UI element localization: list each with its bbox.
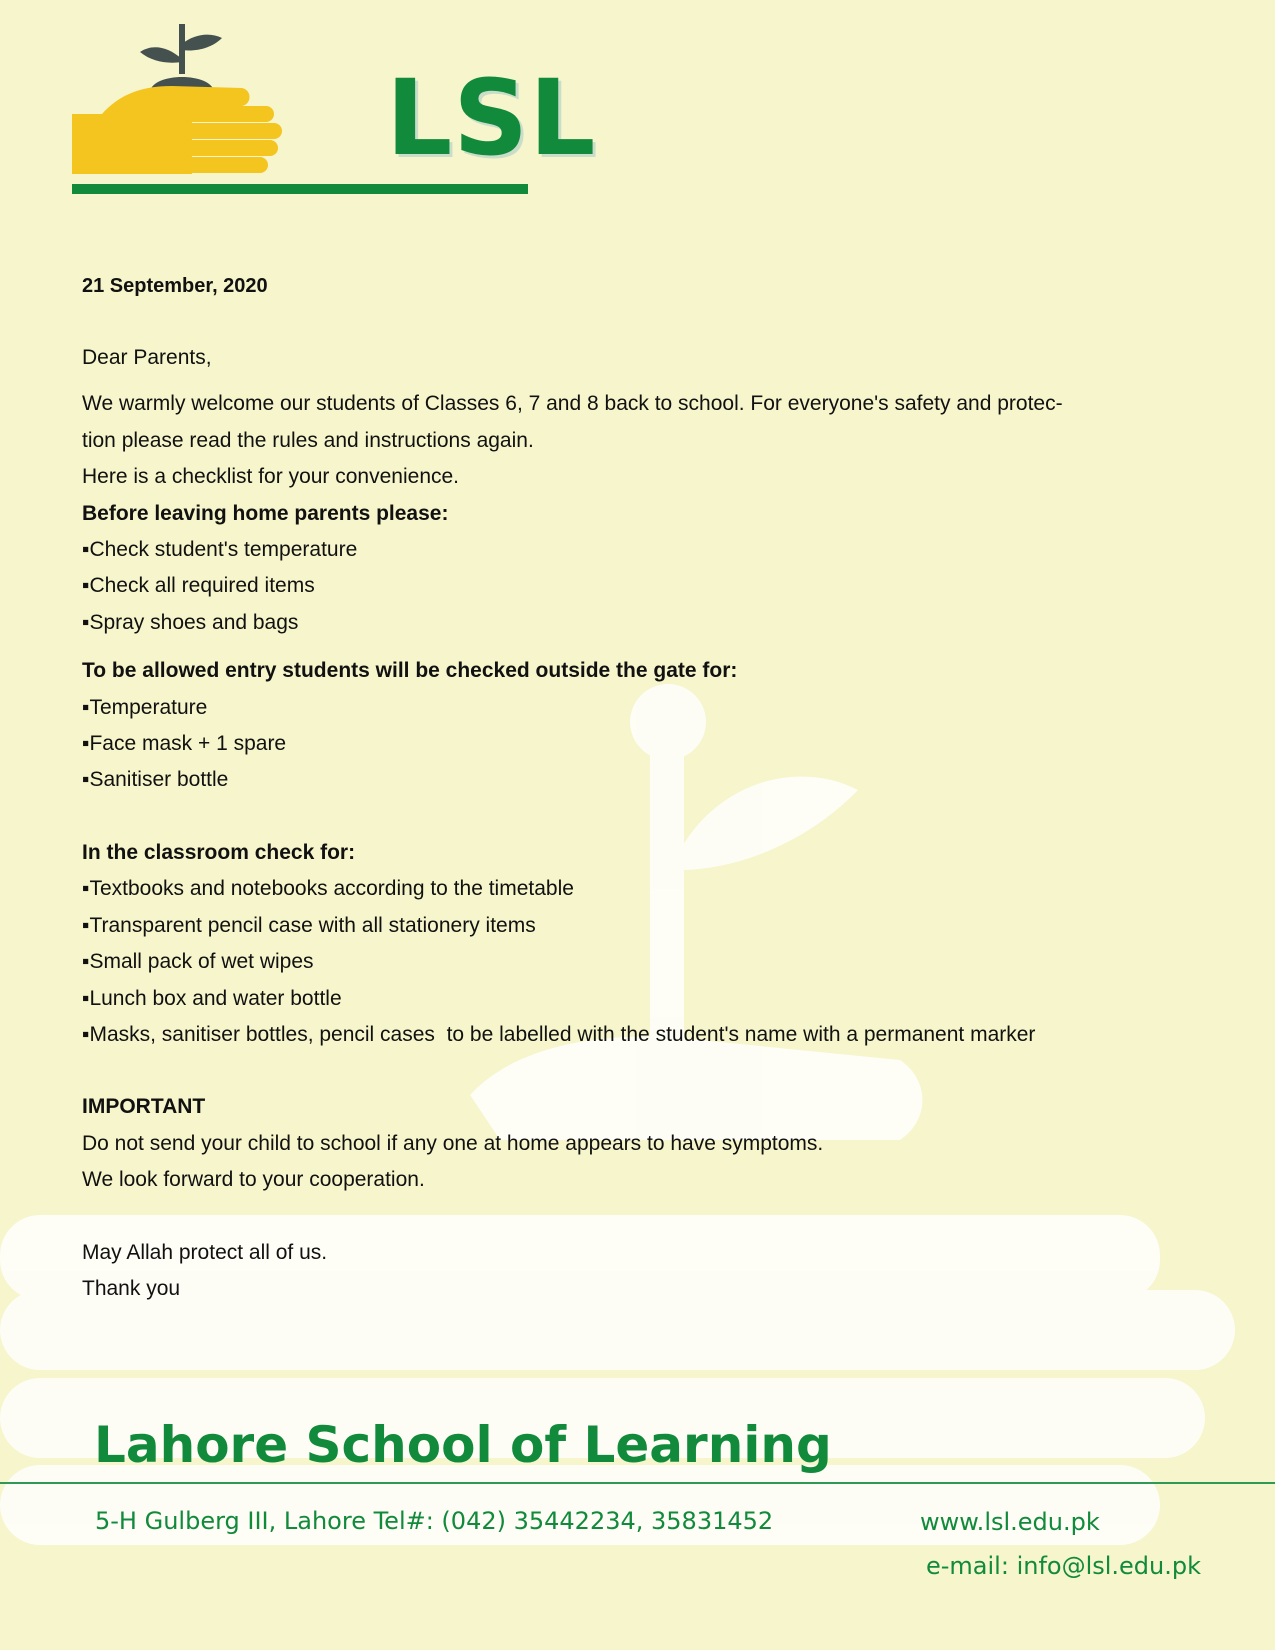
school-email[interactable]: e-mail: info@lsl.edu.pk: [926, 1552, 1202, 1580]
intro-line: tion please read the rules and instructions again.: [82, 428, 534, 452]
intro-line: We warmly welcome our students of Classes 6, 7 and 8 back to school. For everyone's safety and protec-: [82, 392, 1063, 416]
classroom-checklist-item: ▪Masks, sanitiser bottles, pencil cases to be labelled with the student's name with a permanent marker: [82, 1022, 1036, 1046]
classroom-checklist-item: ▪Small pack of wet wipes: [82, 950, 314, 974]
footer-divider: [0, 1482, 1275, 1484]
home-checklist-item: ▪Spray shoes and bags: [82, 610, 299, 634]
gate-checklist-heading: To be allowed entry students will be checked outside the gate for:: [82, 659, 738, 683]
closing-line: May Allah protect all of us.: [82, 1240, 328, 1264]
school-name: Lahore School of Learning: [94, 1416, 832, 1474]
closing-line: Thank you: [82, 1276, 181, 1300]
gate-checklist-item: ▪Temperature: [82, 695, 208, 719]
important-line: We look forward to your cooperation.: [82, 1168, 425, 1192]
classroom-checklist-heading: In the classroom check for:: [82, 840, 356, 864]
classroom-checklist-item: ▪Lunch box and water bottle: [82, 986, 342, 1010]
home-checklist-heading: Before leaving home parents please:: [82, 501, 449, 525]
important-heading: IMPORTANT: [82, 1095, 206, 1119]
important-line: Do not send your child to school if any one at home appears to have symptoms.: [82, 1131, 824, 1155]
gate-checklist-item: ▪Face mask + 1 spare: [82, 732, 287, 756]
classroom-checklist-item: ▪Textbooks and notebooks according to the timetable: [82, 877, 574, 901]
school-address: 5-H Gulberg III, Lahore Tel#: (042) 35442234, 35831452: [95, 1507, 774, 1535]
salutation: Dear Parents,: [82, 346, 212, 369]
school-website-link[interactable]: www.lsl.edu.pk: [920, 1508, 1100, 1536]
letter-body: [82, 268, 1202, 1307]
letter-date: 21 September, 2020: [82, 275, 268, 297]
lsl-logo: [72, 14, 597, 199]
classroom-checklist-item: ▪Transparent pencil case with all stationery items: [82, 913, 536, 937]
intro-line: Here is a checklist for your convenience.: [82, 465, 460, 489]
gate-checklist-item: ▪Sanitiser bottle: [82, 768, 229, 792]
home-checklist-item: ▪Check student's temperature: [82, 538, 358, 562]
logo-text: LSL: [386, 57, 597, 179]
home-checklist-item: ▪Check all required items: [82, 574, 315, 598]
